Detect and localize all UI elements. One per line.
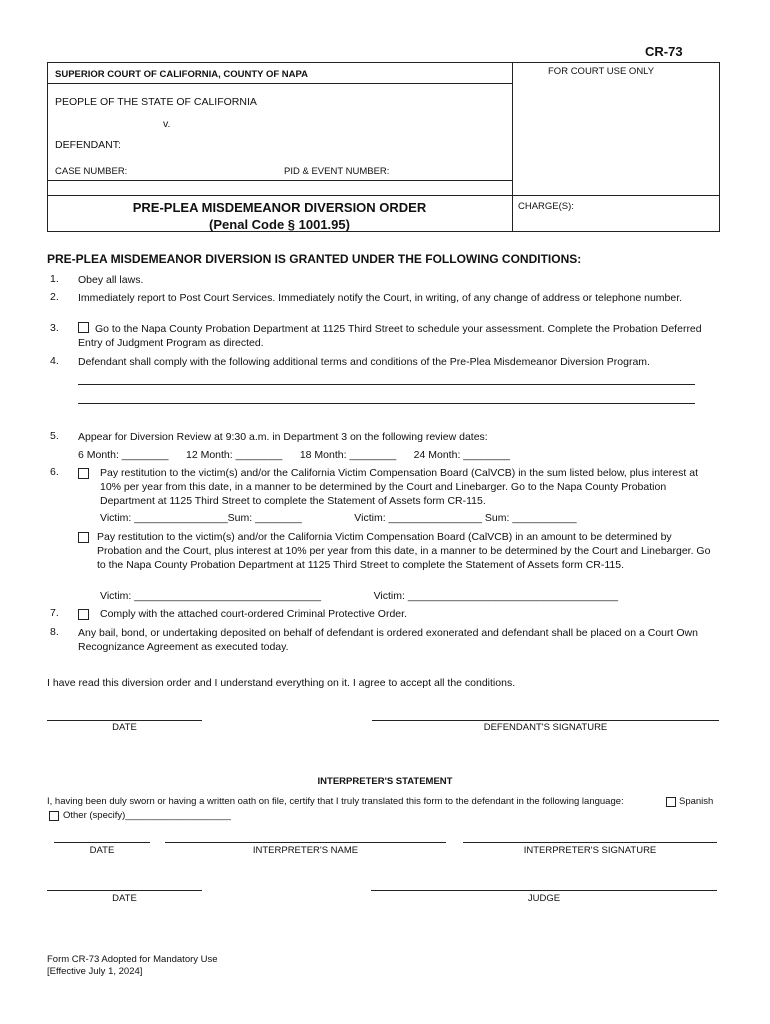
item-number: 5. [50, 430, 59, 442]
condition-1: Obey all laws. [78, 274, 144, 286]
conditions-heading: PRE-PLEA MISDEMEANOR DIVERSION IS GRANTED UNDER THE FOLLOWING CONDITIONS: [47, 252, 582, 266]
condition-2: Immediately report to Post Court Services. Immediately notify the Court, in writing, of any change of address or telephone number. [78, 292, 683, 304]
interpreter-date-line[interactable] [54, 842, 150, 843]
condition-6a-checkbox[interactable] [78, 468, 89, 479]
condition-3-text: Go to the Napa County Probation Department at 1125 Third Street to schedule your assessment. Complete the Probation Deferred Entry of Judgment Program as directed. [78, 323, 702, 349]
additional-terms-line[interactable] [78, 384, 695, 385]
victim-sum-line[interactable]: Victim: ________________Sum: ________ Victim: ________________ Sum: ___________ [100, 512, 577, 524]
interpreter-name-line[interactable] [165, 842, 446, 843]
defendant-label: DEFENDANT: [55, 139, 121, 151]
interpreter-date-label: DATE [89, 845, 115, 856]
condition-7-checkbox[interactable] [78, 609, 89, 620]
item-number: 7. [50, 607, 59, 619]
other-language-checkbox[interactable] [49, 811, 59, 821]
footer-adopted: Form CR-73 Adopted for Mandatory Use [47, 954, 218, 965]
form-title: PRE-PLEA MISDEMEANOR DIVERSION ORDER [132, 200, 427, 215]
judge-label: JUDGE [527, 893, 561, 904]
defendant-signature-label: DEFENDANT'S SIGNATURE [483, 722, 608, 733]
interpreter-name-label: INTERPRETER'S NAME [252, 845, 359, 856]
interpreter-statement: I, having been duly sworn or having a written oath on file, certify that I truly translated this form to the defendant in the following language: [47, 796, 624, 807]
item-number: 2. [50, 291, 59, 303]
spanish-label: Spanish [679, 796, 714, 807]
victim-line[interactable]: Victim: ________________________________ Victim: ____________________________________ [100, 590, 619, 602]
condition-8: Any bail, bond, or undertaking deposited on behalf of defendant is ordered exonerated and defendant shall be placed on a Court Own Recognizance Agreement as executed today. [78, 627, 698, 653]
interpreter-signature-line[interactable] [463, 842, 717, 843]
condition-5: Appear for Diversion Review at 9:30 a.m. in Department 3 on the following review dates: [78, 431, 488, 443]
other-language-label[interactable]: Other (specify)____________________ [63, 810, 231, 821]
judge-signature-line[interactable] [371, 890, 717, 891]
form-footer [47, 954, 218, 978]
condition-6b-checkbox[interactable] [78, 532, 89, 543]
caption-divider [512, 63, 513, 231]
form-number: CR-73 [645, 44, 683, 59]
item-number: 3. [50, 322, 59, 334]
date-line[interactable] [47, 720, 202, 721]
condition-3-checkbox[interactable] [78, 322, 89, 333]
date-label: DATE [112, 722, 137, 733]
condition-3 [78, 322, 718, 350]
case-number-label: CASE NUMBER: [55, 166, 128, 177]
court-use-label: FOR COURT USE ONLY [548, 66, 655, 77]
condition-7: Comply with the attached court-ordered Criminal Protective Order. [100, 608, 407, 620]
footer-effective: [Effective July 1, 2024] [47, 966, 143, 977]
item-number: 8. [50, 626, 59, 638]
form-subtitle: (Penal Code § 1001.95) [209, 217, 350, 232]
condition-4: Defendant shall comply with the following additional terms and conditions of the Pre-Plea Misdemeanor Diversion Program. [78, 356, 650, 368]
versus-label: v. [163, 118, 171, 130]
item-number: 4. [50, 355, 59, 367]
pid-event-label: PID & EVENT NUMBER: [284, 166, 390, 177]
condition-6a: Pay restitution to the victim(s) and/or the California Victim Compensation Board (CalVCB) in the sum listed below, plus interest at 10% per year from this date, in a manner to be determined by the Court and Linebarger. Go to the Napa County Probation Department at 1125 Third Street to complete the Statement of Assets form CR-115. [100, 467, 698, 507]
item-number: 6. [50, 466, 59, 478]
people-label: PEOPLE OF THE STATE OF CALIFORNIA [55, 96, 257, 108]
interpreter-heading: INTERPRETER'S STATEMENT [317, 776, 453, 787]
charges-label: CHARGE(S): [518, 201, 574, 212]
additional-terms-line[interactable] [78, 403, 695, 404]
judge-date-label: DATE [112, 893, 137, 904]
acknowledgement: I have read this diversion order and I understand everything on it. I agree to accept all the conditions. [47, 677, 516, 689]
judge-date-line[interactable] [47, 890, 202, 891]
defendant-signature-line[interactable] [372, 720, 719, 721]
review-dates[interactable]: 6 Month: ________ 12 Month: ________ 18 Month: ________ 24 Month: ________ [78, 449, 510, 461]
condition-6b: Pay restitution to the victim(s) and/or the California Victim Compensation Board (CalVCB) in an amount to be determined by Probation and the Court, plus interest at 10% per year from this date, in a manner to be determined by the Court and Linebarger. Go to the Napa County Probation Department at 1125 Third Street to complete the Statement of Assets form CR-115. [97, 531, 711, 571]
interpreter-signature-label: INTERPRETER'S SIGNATURE [523, 845, 657, 856]
spanish-checkbox[interactable] [666, 797, 676, 807]
court-name: SUPERIOR COURT OF CALIFORNIA, COUNTY OF NAPA [55, 69, 308, 80]
item-number: 1. [50, 273, 59, 285]
